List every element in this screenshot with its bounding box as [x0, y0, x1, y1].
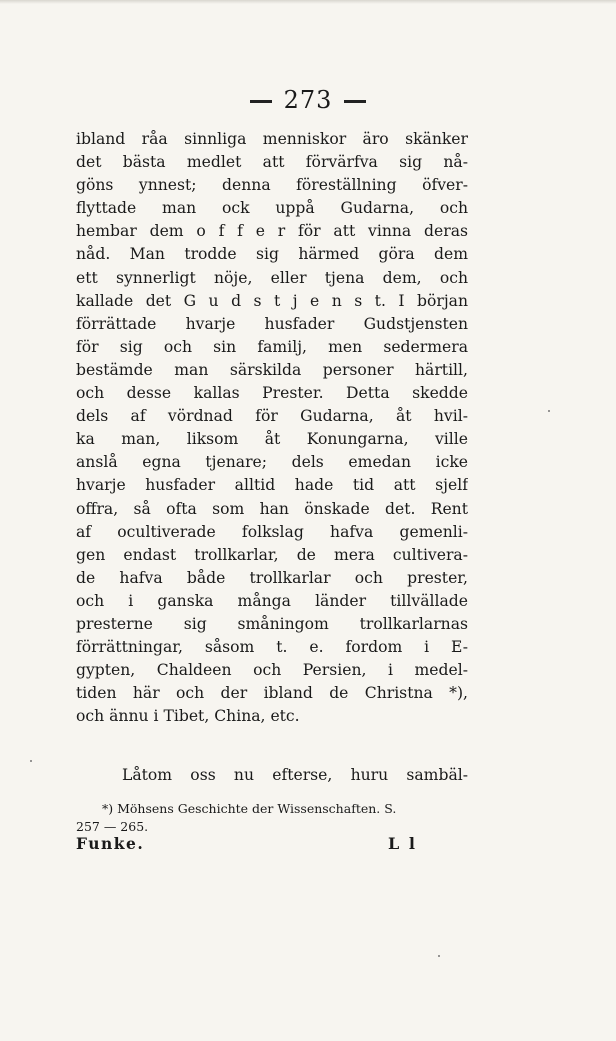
page-header: [0, 86, 616, 114]
text-line: gen endast trollkarlar, de mera cultivera-: [76, 545, 468, 564]
gathering-mark: L l: [388, 834, 417, 853]
text-line: anslå egna tjenare; dels emedan icke: [76, 453, 468, 472]
paper-speck: [438, 955, 440, 957]
text-line: gypten, Chaldeen och Persien, i medel-: [76, 661, 468, 680]
footnote-citation: *) Möhsens Geschichte der Wissenschaften. S.: [102, 801, 397, 816]
footnote: [76, 800, 466, 836]
header-dash-left: [250, 100, 272, 103]
text-line: offra, så ofta som han önskade det. Rent: [76, 499, 468, 518]
text-line: göns ynnest; denna föreställning öfver-: [76, 176, 468, 195]
text-line: presterne sig småningom trollkarlarnas: [76, 614, 468, 633]
second-paragraph-start: Låtom oss nu efterse, huru sambäl-: [122, 766, 468, 784]
text-line: tiden här och der ibland de Christna *),: [76, 684, 468, 703]
text-line: dels af vördnad för Gudarna, åt hvil-: [76, 407, 468, 426]
text-line: för sig och sin familj, men sedermera: [76, 337, 468, 356]
text-line: ka man, liksom åt Konungarna, ville: [76, 430, 468, 449]
text-line: de hafva både trollkarlar och prester,: [76, 568, 468, 587]
text-line: förrättningar, såsom t. e. fordom i E-: [76, 638, 468, 657]
text-line: och i ganska många länder tillvällade: [76, 591, 468, 610]
text-line: förrättade hvarje husfader Gudstjensten: [76, 314, 468, 333]
text-line: flyttade man ock uppå Gudarna, och: [76, 199, 468, 218]
footnote-pages: 257 — 265.: [76, 819, 149, 834]
paper-speck: [548, 410, 550, 412]
page-number: 273: [283, 86, 333, 114]
text-line: och desse kallas Prester. Detta skedde: [76, 384, 468, 403]
header-dash-right: [344, 100, 366, 103]
text-line: af ocultiverade folkslag hafva gemenli-: [76, 522, 468, 541]
text-line: det bästa medlet att förvärfva sig nå-: [76, 153, 468, 172]
page-top-edge: [0, 0, 616, 4]
text-line: bestämde man särskilda personer härtill,: [76, 360, 468, 379]
text-line: hembar dem o f f e r för att vinna deras: [76, 222, 468, 241]
text-line-last: och ännu i Tibet, China, etc.: [76, 707, 300, 726]
text-line: hvarje husfader alltid hade tid att sjelf: [76, 476, 468, 495]
text-line: ibland råa sinnliga menniskor äro skänker: [76, 130, 468, 148]
main-paragraph: [76, 128, 468, 728]
paper-speck: [30, 760, 32, 762]
text-line: nåd. Man trodde sig härmed göra dem: [76, 245, 468, 264]
text-line: kallade det G u d s t j e n s t. I början: [76, 291, 468, 310]
signature-mark: Funke.: [76, 834, 145, 853]
text-line: ett synnerligt nöje, eller tjena dem, och: [76, 268, 468, 287]
